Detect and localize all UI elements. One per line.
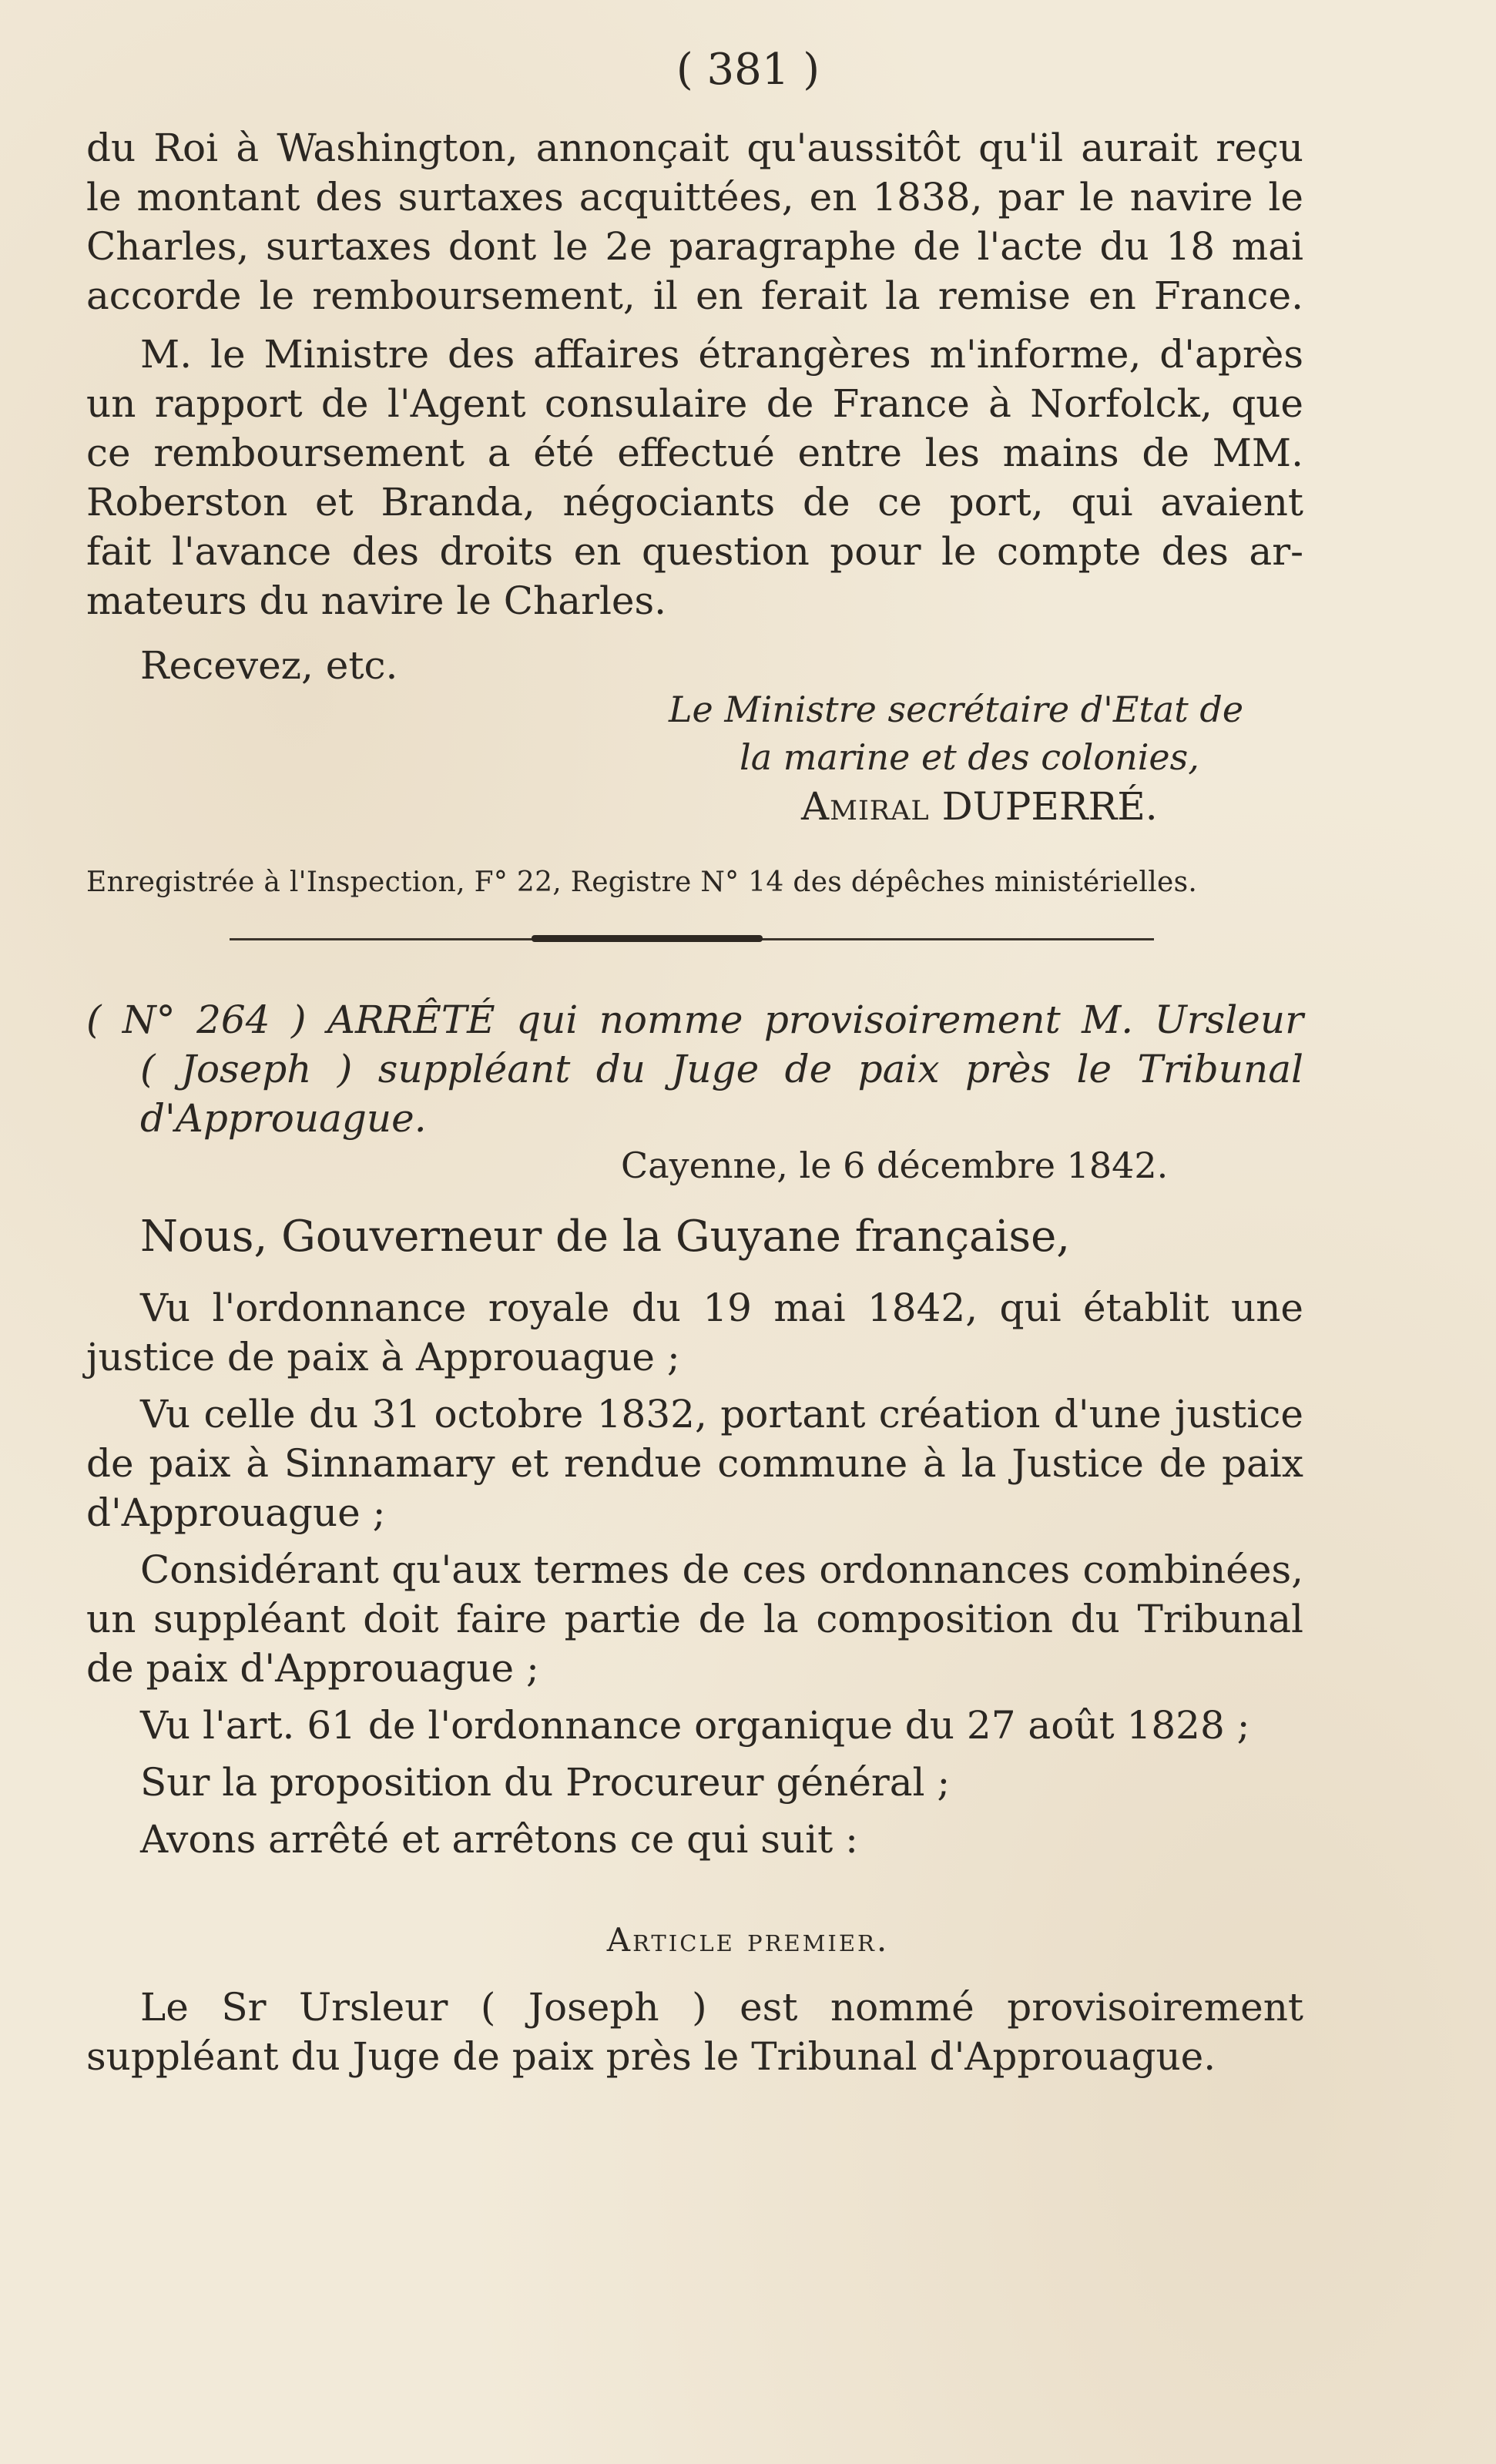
text-line: Le Sr Ursleur ( Joseph ) est nommé provisoirement: [140, 1985, 1303, 2030]
text-line: justice de paix à Approuague ;: [86, 1335, 680, 1380]
text-line: fait l'avance des droits en question pour le compte des ar-: [86, 529, 1303, 574]
registration-note: Enregistrée à l'Inspection, F° 22, Registre N° 14 des dépêches ministérielles.: [86, 867, 1198, 898]
text-line: du Roi à Washington, annonçait qu'aussitôt qu'il aurait reçu: [86, 126, 1303, 170]
place-date: Cayenne, le 6 décembre 1842.: [621, 1145, 1169, 1186]
text-line: mateurs du navire le Charles.: [86, 578, 667, 623]
text-line: Considérant qu'aux termes de ces ordonnances combinées,: [140, 1547, 1303, 1592]
heading-line: ( N° 264 ) ARRÊTÉ qui nomme provisoirement M. Ursleur: [86, 997, 1303, 1042]
text-line: de paix à Sinnamary et rendue commune à la Justice de paix: [86, 1441, 1303, 1486]
letter-closing: [86, 641, 1303, 690]
preamble-line: Nous, Gouverneur de la Guyane française,: [140, 1212, 1071, 1262]
text-line: Vu celle du 31 octobre 1832, portant création d'une justice: [140, 1392, 1303, 1436]
article-text: [86, 1983, 1303, 2081]
signature-surname: DUPERRÉ.: [941, 784, 1158, 829]
text-line: Vu l'art. 61 de l'ordonnance organique du 27 août 1828 ;: [140, 1703, 1250, 1748]
text-line: ce remboursement a été effectué entre les mains de MM.: [86, 431, 1303, 475]
text-line: de paix d'Approuague ;: [86, 1646, 539, 1691]
divider-ornament: [532, 935, 763, 942]
text-line: M. le Ministre des affaires étrangères m'informe, d'après: [140, 332, 1303, 377]
closing-line: Recevez, etc.: [140, 643, 398, 688]
preamble: [86, 1212, 1303, 1262]
text-line: Vu l'ordonnance royale du 19 mai 1842, qui établit une: [140, 1286, 1303, 1330]
arrete-heading: [86, 995, 1303, 1143]
signature-title-line-1: Le Ministre secrétaire d'Etat de: [669, 689, 1244, 730]
heading-line: d'Approuague.: [140, 1096, 427, 1141]
text-line: un rapport de l'Agent consulaire de France à Norfolck, que: [86, 381, 1303, 426]
article-heading: Article premier.: [606, 1921, 890, 1959]
text-line: le montant des surtaxes acquittées, en 1838, par le navire le: [86, 175, 1303, 220]
text-line: d'Approuague ;: [86, 1490, 386, 1535]
text-line: suppléant du Juge de paix près le Tribunal d'Approuague.: [86, 2034, 1216, 2079]
text-line: Sur la proposition du Procureur général ;: [140, 1760, 951, 1805]
heading-line: ( Joseph ) suppléant du Juge de paix près le Tribunal: [140, 1047, 1303, 1091]
signature-name: [801, 784, 1158, 829]
text-line: accorde le remboursement, il en ferait la remise en France.: [86, 273, 1303, 318]
text-line: Avons arrêté et arrêtons ce qui suit :: [140, 1817, 858, 1862]
signature-rank: Amiral: [801, 784, 930, 829]
page-number: ( 381 ): [676, 45, 820, 95]
letter-paragraph-1: [86, 123, 1303, 320]
signature-title-line-2: la marine et des colonies,: [740, 736, 1199, 778]
letter-paragraph-2: [86, 330, 1303, 625]
text-line: Roberston et Branda, négociants de ce port, qui avaient: [86, 480, 1303, 525]
text-line: un suppléant doit faire partie de la composition du Tribunal: [86, 1597, 1303, 1641]
considerations: [86, 1283, 1303, 1864]
text-line: Charles, surtaxes dont le 2e paragraphe de l'acte du 18 mai: [86, 224, 1303, 269]
